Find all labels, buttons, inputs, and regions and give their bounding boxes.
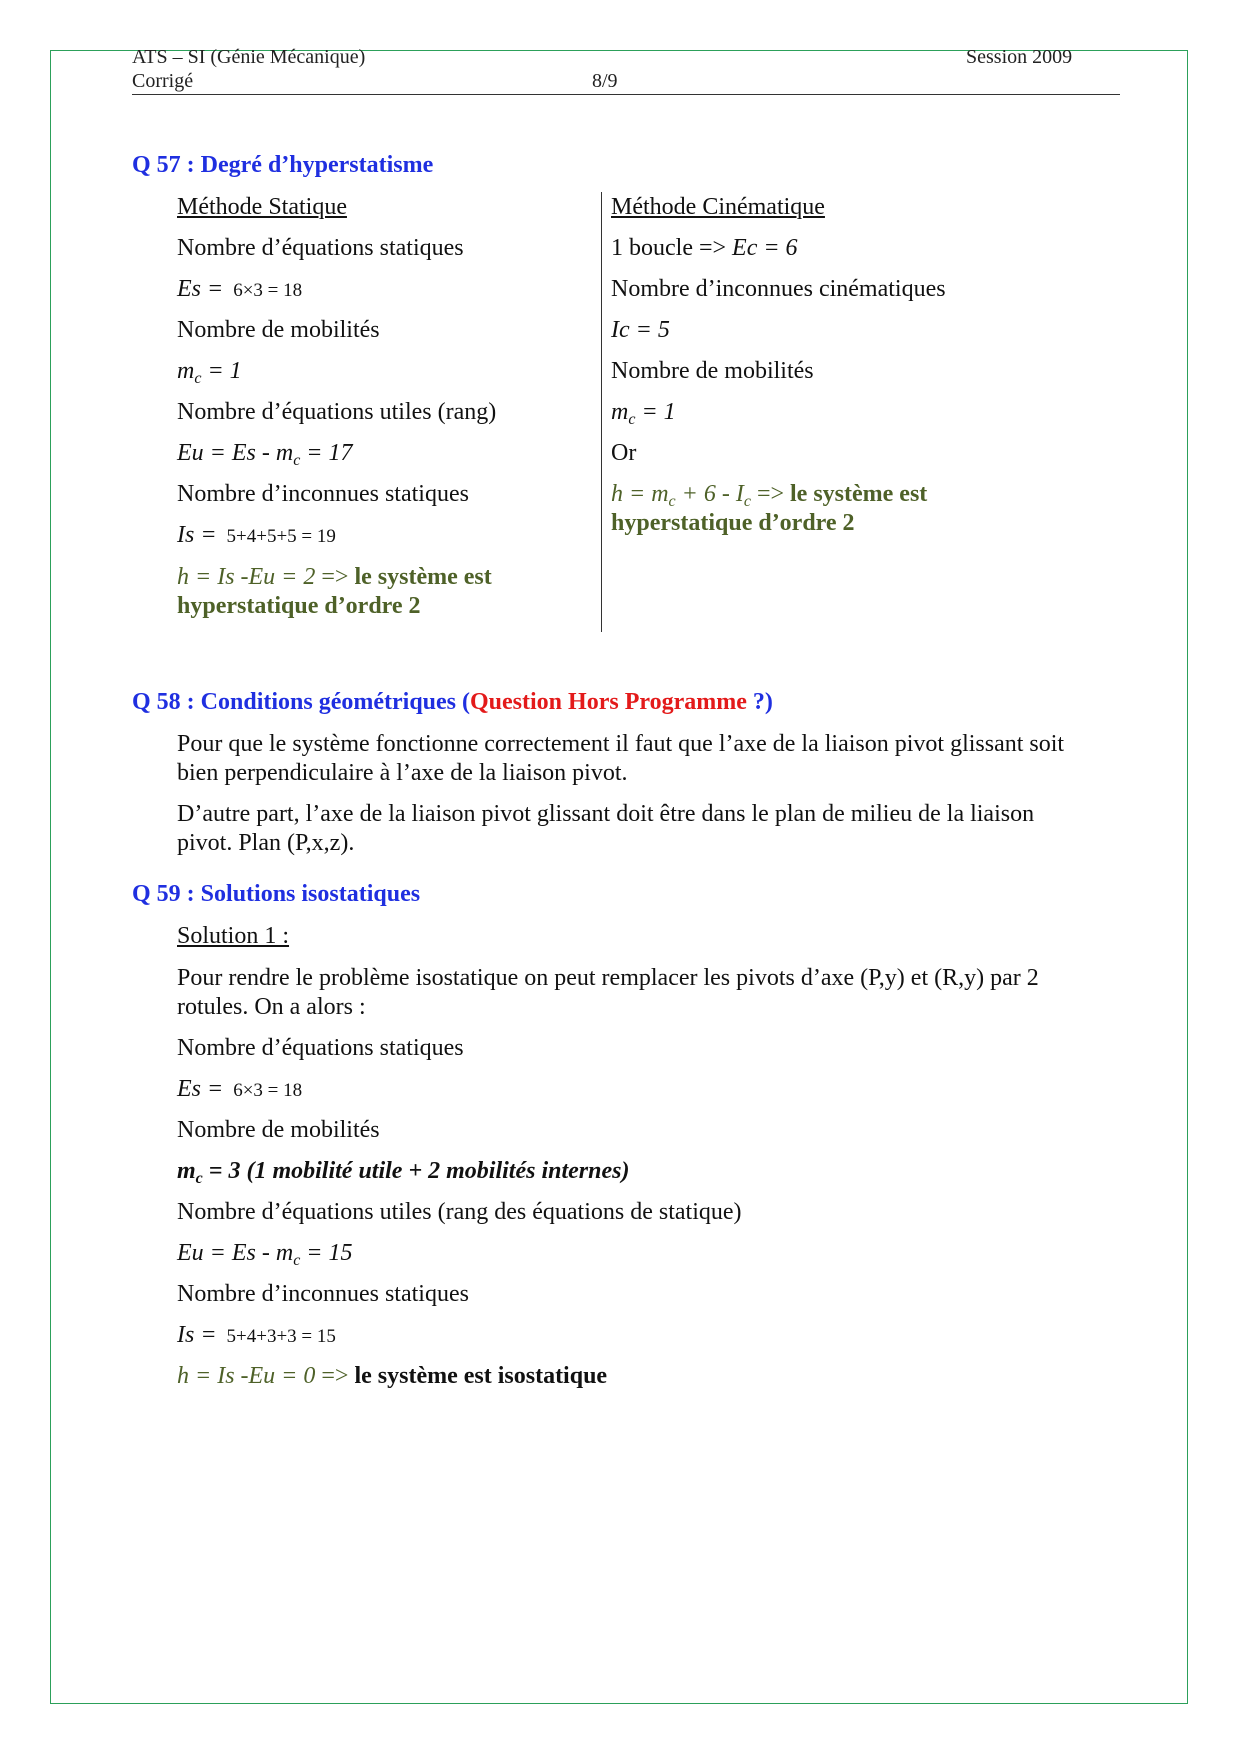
q59-line5: Nombre d’équations utiles (rang des équations de statique) [177, 1199, 742, 1225]
mc-symbol: m [177, 1158, 196, 1184]
eu-formula-b: = 17 [300, 440, 353, 466]
q58-title-text: Conditions géométriques [200, 689, 457, 715]
q59-title-text: Solutions isostatiques [200, 881, 421, 907]
mc-value: = 1 [201, 358, 242, 384]
q58-paren-close: ?) [752, 689, 773, 715]
mc-value: = 3 (1 mobilité utile + 2 mobilités internes) [202, 1158, 630, 1184]
header-page-number: 8/9 [592, 70, 618, 92]
q57-right-or: Or [611, 440, 637, 466]
q59-title [132, 881, 420, 908]
q57-title [132, 152, 433, 179]
q58-hors-programme: Question Hors Programme [470, 689, 747, 715]
mc-value: = 1 [635, 399, 676, 425]
q59-line3: Nombre de mobilités [177, 1117, 380, 1143]
eu-subscript: c [293, 1252, 301, 1269]
q59-line7: Nombre d’inconnues statiques [177, 1281, 469, 1307]
eu-subscript: c [293, 452, 301, 469]
boucle-text: 1 boucle => [611, 235, 733, 261]
h-arrow: => [315, 564, 355, 590]
header-corrige: Corrigé [132, 70, 194, 92]
q57-right-ic: Ic = 5 [611, 317, 670, 343]
q57-right-line4: Nombre de mobilités [611, 358, 814, 384]
q59-eu [177, 1239, 353, 1268]
mc-subscript: c [628, 411, 636, 428]
q59-line1: Nombre d’équations statiques [177, 1035, 464, 1061]
es-label: Es = [177, 1076, 224, 1102]
is-value: 5+4+3+3 = 15 [226, 1326, 336, 1347]
q57-right-h-line2: hyperstatique d’ordre 2 [611, 510, 855, 536]
q57-left-h [177, 563, 492, 592]
mc-symbol: m [611, 399, 629, 425]
q58-number: Q 58 : [132, 689, 195, 715]
header-course: ATS – SI (Génie Mécanique) [132, 46, 366, 68]
header-rule [132, 94, 1120, 95]
q57-left-mc [177, 357, 242, 386]
q57-title-text: Degré d’hyperstatisme [200, 152, 434, 178]
q57-number: Q 57 : [132, 152, 195, 178]
q57-left-eu [177, 439, 353, 468]
h-conclusion: le système est [790, 481, 928, 507]
q57-left-line1: Nombre d’équations statiques [177, 235, 464, 261]
q58-paren-open: ( [462, 689, 471, 715]
q59-para-line2: rotules. On a alors : [177, 994, 366, 1020]
header-session: Session 2009 [966, 46, 1073, 68]
is-label: Is = [177, 522, 217, 548]
h-arrow: => [750, 481, 791, 507]
h-conclusion: le système est [354, 564, 492, 590]
eu-formula-b: = 15 [300, 1240, 353, 1266]
h-formula-b: + 6 - I [675, 481, 744, 507]
es-value: 6×3 = 18 [233, 1080, 303, 1101]
q59-es [177, 1075, 302, 1105]
eu-formula-a: Eu = Es - m [177, 440, 294, 466]
ec-value: Ec = 6 [732, 235, 798, 261]
h-formula: h = Is -Eu = 2 [177, 564, 316, 590]
is-label: Is = [177, 1322, 217, 1348]
h-subscript-2: c [743, 493, 751, 510]
eu-formula-a: Eu = Es - m [177, 1240, 294, 1266]
q59-mc [177, 1157, 629, 1186]
q59-solution-heading: Solution 1 : [177, 923, 290, 949]
h-arrow: => [315, 1363, 355, 1389]
q58-para2-line1: D’autre part, l’axe de la liaison pivot glissant doit être dans le plan de milieu de la liaison [177, 801, 1035, 827]
q59-para-line1: Pour rendre le problème isostatique on peut remplacer les pivots d’axe (P,y) et (R,y) par 2 [177, 965, 1039, 991]
q58-para1-line1: Pour que le système fonctionne correctement il faut que l’axe de la liaison pivot glissant soit [177, 731, 1065, 757]
q57-left-es [177, 275, 302, 305]
q57-right-h [611, 480, 927, 509]
mc-subscript: c [195, 1170, 203, 1187]
mc-subscript: c [194, 370, 202, 387]
h-subscript-1: c [668, 493, 676, 510]
q59-h [177, 1362, 607, 1391]
q58-para2-line2: pivot. Plan (P,x,z). [177, 830, 355, 856]
q57-right-line2: Nombre d’inconnues cinématiques [611, 276, 946, 302]
q57-left-h-line2: hyperstatique d’ordre 2 [177, 593, 421, 619]
q57-right-line1 [611, 234, 798, 263]
mc-symbol: m [177, 358, 195, 384]
q58-para1-line2: bien perpendiculaire à l’axe de la liaison pivot. [177, 760, 628, 786]
q59-number: Q 59 : [132, 881, 195, 907]
q57-left-line5: Nombre d’équations utiles (rang) [177, 399, 497, 425]
q57-right-heading: Méthode Cinématique [611, 194, 825, 220]
h-formula-a: h = m [611, 481, 669, 507]
es-value: 6×3 = 18 [233, 280, 303, 301]
column-divider [601, 192, 602, 632]
q57-left-is [177, 521, 336, 551]
q59-is [177, 1321, 336, 1351]
h-formula: h = Is -Eu = 0 [177, 1363, 316, 1389]
es-label: Es = [177, 276, 224, 302]
q58-title [132, 689, 773, 716]
q57-right-mc [611, 398, 676, 427]
q57-left-heading: Méthode Statique [177, 194, 347, 220]
q57-left-line3: Nombre de mobilités [177, 317, 380, 343]
is-value: 5+4+5+5 = 19 [226, 526, 336, 547]
h-conclusion: le système est isostatique [354, 1363, 608, 1389]
q57-left-line7: Nombre d’inconnues statiques [177, 481, 469, 507]
